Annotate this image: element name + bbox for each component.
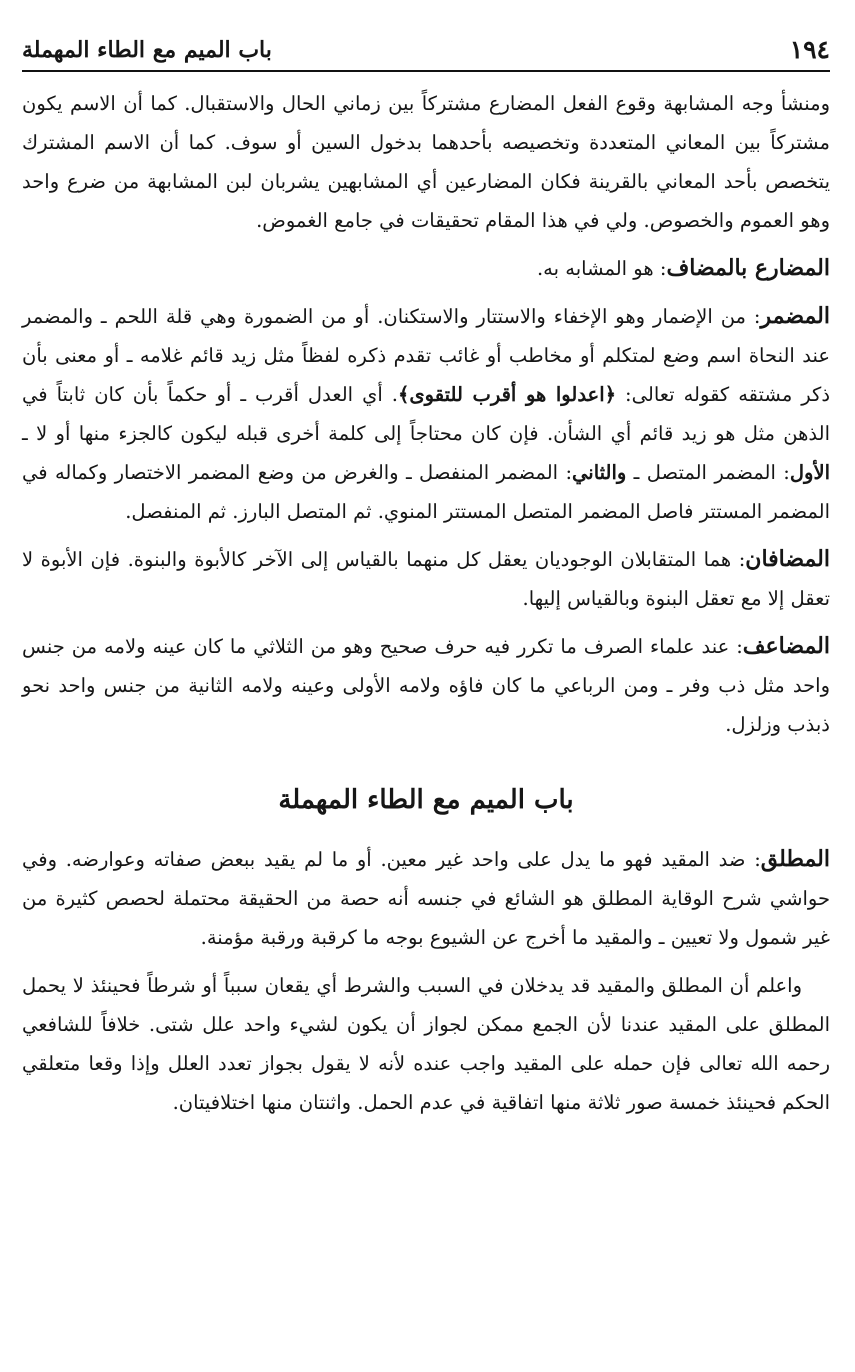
entry-mudaaf — [22, 627, 830, 744]
entry-definition: : هو المشابه به. — [536, 257, 667, 280]
entry-term: المضارع بالمضاف — [666, 255, 830, 281]
entry-definition: : من الإضمار وهو الإخفاء والاستتار والاستكنان. أو من الضمورة وهي قلة اللحم ـ والمضمر عند النحاة اسم وضع لمتكلم أو مخاطب أو غائب تقدم ذكره لفظاً مثل زيد قائم غلامه ـ أو معنى بأن ذكر مشتقه كقوله تعالى: — [22, 305, 830, 406]
running-header — [22, 26, 830, 72]
first-label: الأول — [789, 461, 830, 484]
entry-definition: : ضد المقيد فهو ما يدل على واحد غير معين. أو ما لم يقيد ببعض صفاته وعوارضه. وفي حواشي شرح الوقاية المطلق هو الشائع في جنسه أنه حصة من الحقيقة محتملة لحصص كثيرة من غير شمول ولا تعيين ـ والمقيد ما أخرج عن الشيوع بوجه ما كرقبة ورقبة مؤمنة. — [22, 848, 830, 949]
entry-term: المضاعف — [742, 633, 830, 659]
entry-definition: . أي العدل أقرب ـ أو حكماً بأن كان ثابتاً في الذهن مثل هو زيد قائم أي الشأن. فإن كان محتاجاً إلى كلمة أخرى قبله ليكون كالجزء منها أو لا ـ — [22, 383, 830, 445]
entry-definition: : عند علماء الصرف ما تكرر فيه حرف صحيح وهو من الثلاثي ما كان عينه ولامه من جنس واحد مثل ذب وفر ـ ومن الرباعي ما كان فاؤه ولامه الأولى وعينه ولامه الثانية من جنس واحد نحو ذبذب وزلزل. — [22, 635, 830, 736]
entry-mudafan — [22, 540, 830, 618]
book-page — [22, 26, 830, 1131]
entry-definition: : هما المتقابلان الوجوديان يعقل كل منهما بالقياس إلى الآخر كالأبوة والبنوة. فإن الأبوة لا تعقل إلا مع تعقل البنوة وبالقياس إليها. — [22, 548, 830, 610]
entry-mudari-bil-mudaf — [22, 249, 830, 288]
paragraph-intro — [22, 84, 830, 240]
entry-term: المضمر — [760, 303, 830, 329]
running-title: باب الميم مع الطاء المهملة — [22, 37, 272, 63]
paragraph-intro-text: ومنشأ وجه المشابهة وقوع الفعل المضارع مشتركاً بين زماني الحال والاستقبال. كما أن الاسم يكون مشتركاً بين المعاني المتعددة وتخصيصه بأحدهما بدخول السين أو سوف. كما أن الاسم المشترك يتخصص بأحد المعاني بالقرينة فكان المضارعين أي المشابهين يشربان لبن المشابهة من ضرع واحد وهو العموم والخصوص. ولي في هذا المقام تحقيقات في جامع الغموض. — [22, 92, 830, 232]
entry-term: المطلق — [760, 846, 830, 872]
paragraph-closing — [22, 966, 830, 1122]
page-body — [22, 84, 830, 1122]
page-number: ١٩٤ — [789, 35, 830, 64]
entry-term: المضافان — [745, 546, 830, 572]
paragraph-closing-text: واعلم أن المطلق والمقيد قد يدخلان في السبب والشرط أي يقعان سبباً أو شرطاً فحينئذ لا يحمل المطلق على المقيد عندنا لأن الجمع ممكن لجواز أن يكون لشيء واحد علل شتى. خلافاً للشافعي رحمه الله تعالى فإن حمله على المقيد واجب عنده لأنه لا يقول بجواز تعدد العلل وإذا وقعا متعلقي الحكم فحينئذ خمسة صور ثلاثة منها اتفاقية في عدم الحمل. واثنتان منها اختلافيتان. — [22, 974, 830, 1114]
entry-definition: : المضمر المنفصل ـ والغرض من وضع المضمر الاختصار وكماله في المضمر المستتر فاصل المضمر المتصل المستتر المنوي. ثم المتصل البارز. ثم المنفصل. — [22, 461, 830, 523]
entry-mudmar — [22, 297, 830, 531]
second-label: والثاني — [572, 461, 627, 484]
quran-quote: ﴿اعدلوا هو أقرب للتقوى﴾ — [397, 383, 617, 406]
entry-mutlaq — [22, 840, 830, 957]
entry-definition: : المضمر المتصل ـ — [626, 461, 790, 484]
section-heading: باب الميم مع الطاء المهملة — [278, 785, 574, 815]
